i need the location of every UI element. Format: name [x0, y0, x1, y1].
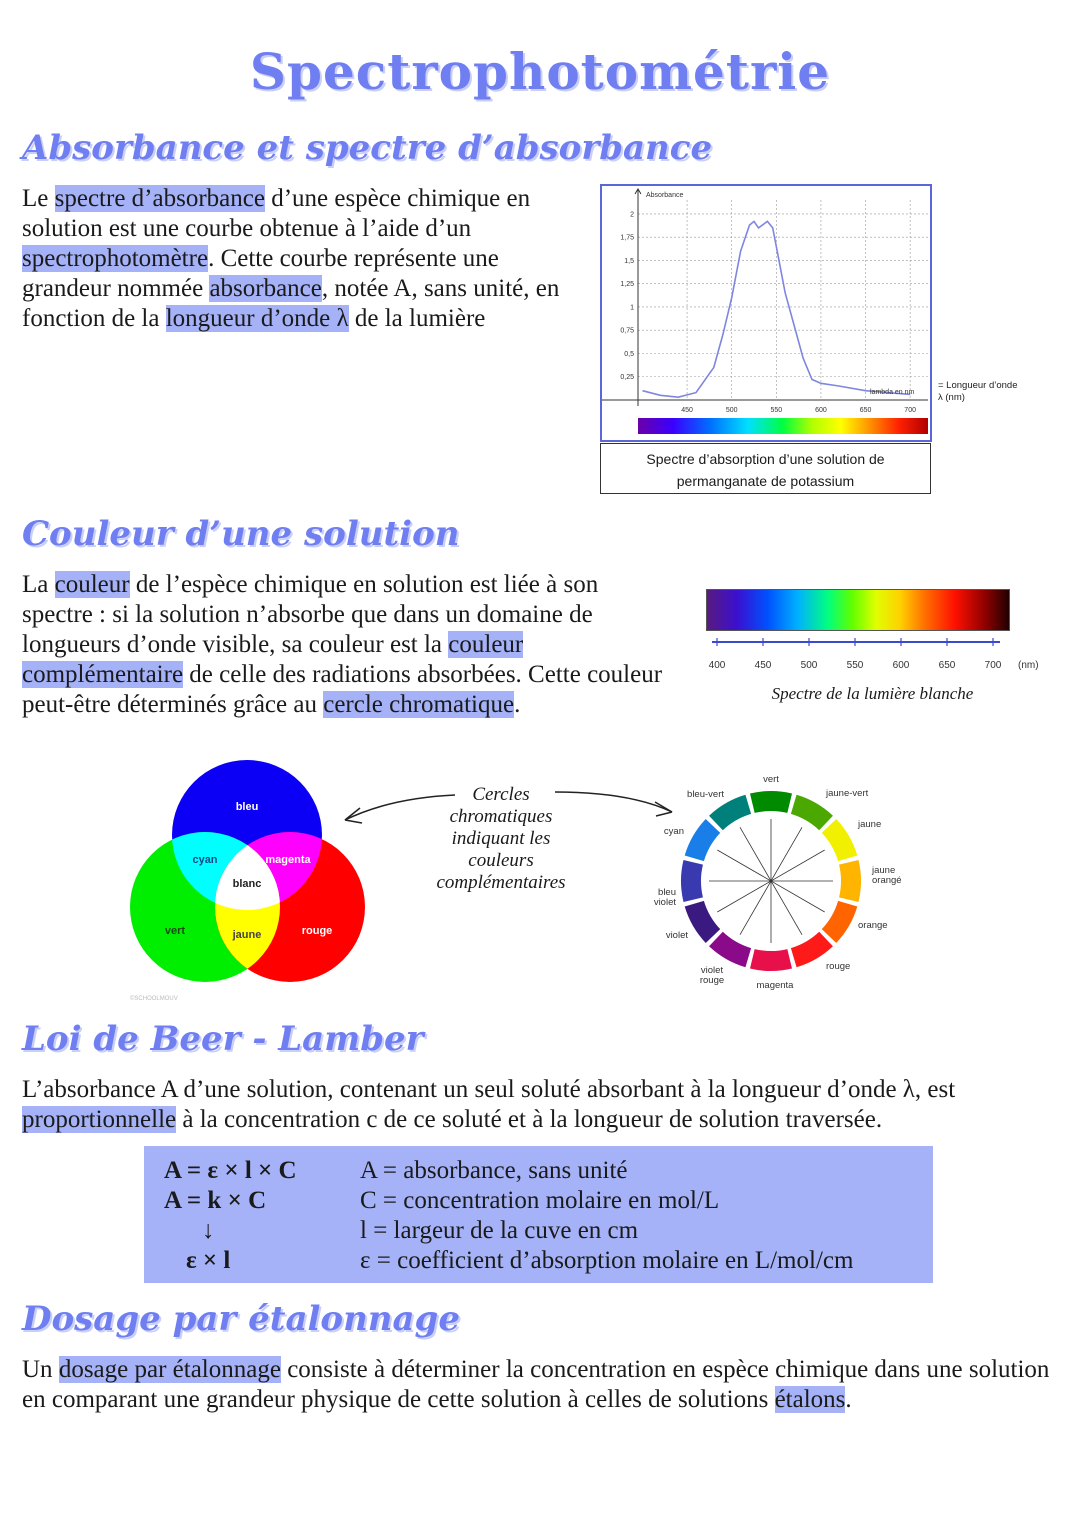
absorbance-chart [602, 186, 930, 440]
spectrum-unit: (nm) [1018, 660, 1039, 671]
formula-box [144, 1146, 933, 1283]
text: . [845, 1386, 852, 1413]
text: d’une espèce chimique en solution est une courbe obtenue à l’aide d’un [22, 185, 531, 242]
keyword: couleur complémentaire [22, 631, 524, 688]
keyword: étalons [774, 1386, 846, 1413]
y-tick-label: 0,25 [620, 374, 634, 382]
keyword: longueur d’onde λ [165, 305, 349, 332]
spectrum-tick-label: 700 [984, 660, 1002, 671]
text: , notée A, sans unité, en fonction de la [22, 275, 560, 332]
spectrum-tick-label: 400 [708, 660, 726, 671]
wheel-segment [681, 860, 703, 902]
keyword: cercle chromatique [323, 691, 515, 718]
absorbance-chart-frame [600, 184, 932, 442]
wheel-label: jaune orangé [872, 865, 902, 886]
wheel-label: vert [763, 774, 779, 785]
venn-label-rouge: rouge [301, 925, 333, 937]
formula-left [164, 1156, 297, 1276]
text: . [514, 691, 521, 718]
wheel-label: bleu-vert [687, 789, 724, 800]
wheel-label: violet rouge [699, 965, 725, 986]
paragraph-beer-lambert [22, 1075, 1062, 1135]
keyword: proportionnelle [22, 1106, 177, 1133]
text: Le [22, 185, 55, 212]
circles-caption: Cercles chromatiques indiquant les couleurs complémentaires [436, 784, 566, 893]
definition-line: A = absorbance, sans unité [360, 1157, 628, 1184]
spectrum-tick-label: 600 [892, 660, 910, 671]
y-tick-label: 2 [630, 211, 634, 219]
text: Un [22, 1356, 59, 1383]
y-tick-label: 1,75 [620, 234, 634, 242]
definition-line: ε = coefficient d’absorption molaire en L/mol/cm [360, 1247, 854, 1274]
wheel-label: orange [858, 920, 888, 931]
text: L’absorbance A d’une solution, contenant un seul soluté absorbant à la longueur d’onde λ, est [22, 1076, 956, 1103]
wheel-segment [750, 949, 792, 971]
x-axis-label: lambda en nm [870, 389, 915, 396]
y-tick-label: 1,25 [620, 281, 634, 289]
spectrum-tick-label: 650 [938, 660, 956, 671]
formula-line: A = k × C [164, 1187, 267, 1214]
wheel-segment [750, 791, 792, 813]
venn-label-cyan: cyan [192, 854, 218, 866]
wheel-label: rouge [826, 961, 851, 972]
text: de la lumière [348, 305, 486, 332]
venn-label-vert: vert [164, 925, 186, 937]
y-tick-label: 0,75 [620, 327, 634, 335]
wheel-segment [839, 860, 861, 902]
text: La [22, 571, 55, 598]
x-tick-label: 600 [815, 407, 827, 414]
heading-couleur: Couleur d’une solution [22, 514, 460, 554]
paragraph-couleur [22, 570, 672, 720]
text: de l’espèce chimique en solution est liée à son spectre : si la solution n’absorbe que dans un domaine de longueurs d’onde visible, sa couleur est la [22, 571, 599, 658]
keyword: spectre d’absorbance [54, 185, 265, 212]
wheel-label: cyan [663, 826, 684, 837]
spectrum-caption: Spectre de la lumière blanche [771, 684, 974, 703]
spectrum-scale [700, 634, 1050, 674]
x-tick-label: 650 [859, 407, 872, 414]
keyword: absorbance [209, 275, 322, 302]
paragraph-dosage [22, 1355, 1062, 1415]
y-tick-label: 1 [630, 304, 634, 312]
wheel-label: jaune-vert [826, 788, 869, 799]
y-axis-label: Absorbance [646, 192, 684, 199]
x-tick-label: 500 [725, 407, 738, 414]
x-tick-label: 550 [770, 407, 783, 414]
spectrum-tick-label: 450 [754, 660, 772, 671]
x-tick-label: 450 [681, 407, 693, 414]
watermark: ©SCHOOLMOUV [130, 996, 178, 1002]
definition-line: C = concentration molaire en mol/L [360, 1187, 720, 1214]
formula-line: A = ε × l × C [164, 1157, 297, 1184]
chart-caption: Spectre d’absorption d’une solution de permanganate de potassium [600, 443, 931, 494]
definition-line: l = largeur de la cuve en cm [360, 1217, 639, 1244]
formula-definitions [360, 1156, 853, 1276]
formula-line: ε × l [186, 1247, 231, 1274]
venn-label-jaune: jaune [232, 929, 262, 941]
formula-arrow: ↓ [202, 1217, 215, 1244]
heading-absorbance: Absorbance et spectre d’absorbance [22, 128, 713, 168]
page-title: Spectrophotométrie [249, 42, 831, 101]
spectrum-tick-label: 500 [800, 660, 818, 671]
keyword: spectrophotomètre [22, 245, 209, 272]
venn-label-bleu: bleu [235, 801, 259, 813]
text: à la concentration c de ce soluté et à la longueur de solution traversée. [176, 1106, 883, 1133]
heading-dosage: Dosage par étalonnage [22, 1299, 460, 1339]
spectrum-band [638, 418, 928, 434]
wheel-label: jaune [858, 819, 882, 830]
keyword: couleur [54, 571, 130, 598]
wheel-label: magenta [756, 980, 794, 991]
color-wheel [640, 770, 920, 995]
heading-beer-lambert: Loi de Beer - Lamber [22, 1019, 424, 1059]
wheel-label: violet [665, 930, 688, 941]
text: consiste à déterminer la concentration en espèce chimique dans une solution en comparant une grandeur physique de cette solution à celles de solutions [22, 1356, 1050, 1413]
paragraph-absorbance [22, 184, 582, 334]
x-tick-label: 700 [904, 407, 916, 414]
y-tick-label: 0,5 [624, 350, 634, 358]
x-axis-note: = Longueur d’onde λ (nm) [938, 380, 1018, 403]
venn-label-magenta: magenta [265, 854, 311, 866]
spectrum-tick-label: 550 [846, 660, 864, 671]
text: de celle des radiations absorbées. Cette couleur peut-être déterminés grâce au [22, 661, 663, 718]
text: . Cette courbe représente une grandeur nommée [22, 245, 499, 302]
white-light-spectrum [706, 589, 1010, 631]
y-tick-label: 1,5 [624, 257, 634, 265]
keyword: dosage par étalonnage [58, 1356, 281, 1383]
wheel-label: bleu violet [653, 887, 676, 908]
venn-label-blanc: blanc [232, 878, 262, 890]
